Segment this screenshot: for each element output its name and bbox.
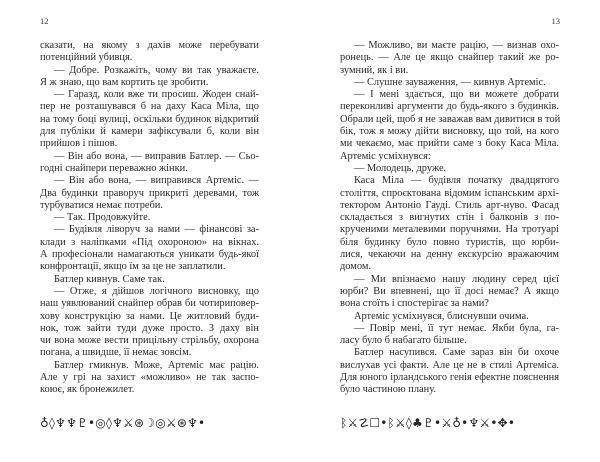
- text-line: було частиною плану.: [340, 384, 436, 396]
- page-number: 12: [40, 16, 49, 26]
- text-line: вона стоїть і спостерігає за нами?: [340, 298, 489, 310]
- text-line: турбуватися немає потреби.: [40, 199, 163, 211]
- text-line: століття, спроєктована відомим іспанським архі-: [340, 187, 559, 199]
- text-line: крученими металевими поручнями. На тротуарі: [340, 224, 559, 236]
- page-number: 13: [551, 16, 560, 26]
- text-line: прийшов і пішов.: [40, 138, 118, 150]
- text-line: ронець. — Але це якщо снайпер такий же ро-: [340, 52, 559, 64]
- text-line: на тому боці вулиці, оскільки будинок відкритий: [40, 113, 259, 125]
- page-body-text: [40, 40, 259, 397]
- text-line: погана, а швидше, її немає зовсім.: [40, 347, 192, 359]
- text-line: юрби? Ви впевнені, що її досі немає? А якщо: [340, 285, 559, 297]
- text-line: Два будинки праворуч прикриті деревами, тож: [40, 187, 259, 199]
- text-line: домом.: [340, 261, 372, 273]
- text-line: — Він або вона, — виправився Артеміс. —: [54, 175, 259, 187]
- gnommish-cipher-footer: ♁◊♆♆♇•◎◊♆⚔⊛☽◎⚔⊛♆•: [40, 416, 206, 430]
- text-line: — Будівля ліворуч за нами — фінансові за-: [54, 224, 259, 236]
- text-line: — Слушне зауваження, — кивнув Артеміс.: [354, 76, 546, 88]
- text-line: ласу було б набагато більше.: [340, 335, 467, 347]
- text-line: — Добре. Розкажіть, чому ви так уважаєте.: [54, 64, 259, 76]
- text-line: бік, тож я можу дійти висновку, що той, на кого: [340, 126, 559, 138]
- text-line: переконливі аргументи до будь-якого з будинків.: [340, 101, 559, 113]
- text-line: Батлер кивнув. Саме так.: [54, 273, 165, 285]
- text-line: — Гаразд, коли вже ти просиш. Жоден снай-: [54, 89, 259, 101]
- text-line: зумний, як і ви.: [340, 64, 409, 76]
- text-line: годні снайпери переважно жінки.: [40, 162, 188, 174]
- text-line: — Він або вона, — виправив Батлер. — Сьо-: [54, 150, 259, 162]
- text-line: вислухав усі факти. Але це не в стилі Артеміса.: [340, 359, 559, 371]
- text-line: Батлер насупився. Саме зараз він би охоче: [354, 347, 559, 359]
- text-line: тектором Антоніо Гауді. Стиль арт-нуво. Фасад: [340, 199, 559, 211]
- text-line: — Молодець, друже.: [354, 162, 447, 174]
- page-body-text: [340, 40, 559, 397]
- text-line: біля будинку було повно туристів, що юрби-: [340, 236, 559, 248]
- gnommish-cipher-footer: ᛒ⚔☡☐•ᛒ⚔◊♣♇•⚔♁•♆⚔•✥•: [340, 416, 516, 430]
- text-line: конфронтації, якщо їм за це не заплатили.: [40, 261, 226, 273]
- text-line: — Ми впізнаємо нашу людину серед цієї: [354, 273, 559, 285]
- text-line: А професіонали намагаються уникати будь-якої: [40, 249, 259, 261]
- text-line: коює, як бронежилет.: [40, 384, 135, 396]
- text-line: Для юного ірландського генія ефектне пояснення: [340, 372, 559, 384]
- text-line: складається з вигнутих стін і балконів з по-: [340, 212, 559, 224]
- text-line: хову конструкцію за нами. Це житловий буди-: [40, 310, 259, 322]
- text-line: Каса Міла — будівля початку двадцятого: [354, 175, 559, 187]
- text-line: чи вона може вести прицільну стрільбу, охорона: [40, 335, 259, 347]
- text-line: — І мені здається, що ви можете добрати: [354, 89, 559, 101]
- right-page: [300, 0, 600, 462]
- text-line: Батлер гмикнув. Може, Артеміс має рацію.: [54, 359, 259, 371]
- text-line: Але у грі на захист «можливо» не так заспо-: [40, 372, 259, 384]
- text-line: пер не розташувався б на даху Каса Міла, що: [40, 101, 259, 113]
- text-line: — Отже, я дійшов логічного висновку, що: [54, 285, 259, 297]
- text-line: нок, тож зайти туди дуже просто. З даху він: [40, 322, 259, 334]
- text-line: — Так. Продовжуйте.: [54, 212, 151, 224]
- text-line: — Можливо, ви маєте рацію, — визнав охо-: [354, 40, 559, 51]
- text-line: Обрали цей, щоб я не заважав вам дивитися в той: [340, 113, 561, 125]
- text-line: наш уявлюваний снайпер обрав би чотириповер-: [40, 298, 259, 310]
- text-line: клади з наліпками «Під охороною» на вікнах.: [40, 236, 259, 248]
- text-line: — Повір мені, її тут немає. Якби була, га-: [354, 322, 559, 334]
- text-line: потенційний убивця.: [40, 52, 133, 64]
- text-line: сказати, на якому з дахів може перебувати: [40, 40, 259, 51]
- text-line: Я ж знаю, що вам кортить це зробити.: [40, 76, 209, 88]
- text-line: лися, чекаючи на денну екскурсію вражаючим: [340, 249, 559, 261]
- text-line: Артеміс усміхнувся:: [340, 150, 431, 162]
- text-line: ми чекаємо, має прийти саме з боку Каса Міла.: [340, 138, 559, 150]
- text-line: для публіки й камери зафіксували б, коли він: [40, 126, 259, 138]
- text-line: Артеміс усміхнувся, блиснувши очима.: [354, 310, 529, 322]
